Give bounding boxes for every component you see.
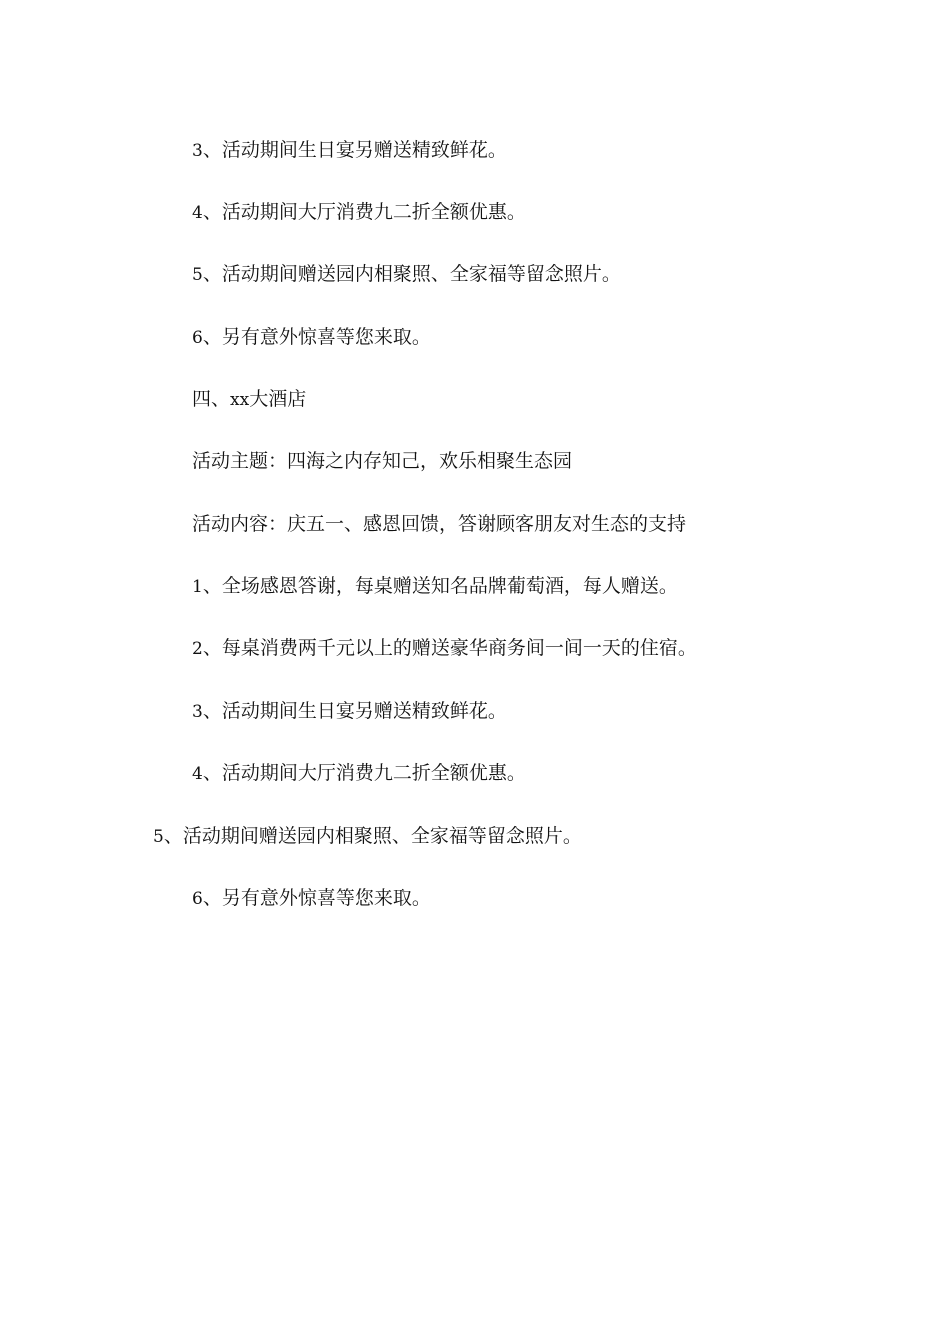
activity-content (192, 512, 686, 536)
list-item (192, 138, 507, 163)
item-text: 、活动期间生日宴另赠送精致鲜花。 (202, 700, 507, 722)
section-heading (192, 387, 306, 412)
list-item (153, 824, 582, 849)
heading-name-placeholder: xx (230, 390, 250, 410)
list-item (192, 699, 507, 724)
list-item (192, 636, 697, 661)
list-item (192, 761, 526, 786)
item-text: 、活动期间赠送园内相聚照、全家福等留念照片。 (202, 263, 621, 285)
item-number: 6 (192, 328, 203, 348)
item-text: 、活动期间赠送园内相聚照、全家福等留念照片。 (163, 825, 582, 847)
item-number: 1 (192, 577, 203, 597)
item-text: 、另有意外惊喜等您来取。 (202, 326, 431, 348)
activity-theme (192, 449, 572, 473)
item-number: 3 (192, 702, 203, 722)
item-text: 、活动期间大厅消费九二折全额优惠。 (202, 762, 526, 784)
content-text: 活动内容：庆五一、感恩回馈，答谢顾客朋友对生态的支持 (192, 513, 687, 535)
item-number: 5 (153, 827, 164, 847)
item-number: 3 (192, 141, 203, 161)
item-number: 5 (192, 265, 203, 285)
item-number: 4 (192, 203, 203, 223)
heading-text: 大酒店 (249, 388, 307, 410)
item-text: 、另有意外惊喜等您来取。 (202, 887, 431, 909)
list-item (192, 574, 678, 599)
item-text: 、每桌消费两千元以上的赠送豪华商务间一间一天的住宿。 (202, 637, 697, 659)
item-number: 4 (192, 764, 203, 784)
item-number: 2 (192, 639, 203, 659)
item-text: 、活动期间生日宴另赠送精致鲜花。 (202, 139, 507, 161)
list-item (192, 325, 431, 350)
list-item (192, 886, 431, 911)
heading-prefix: 四、 (192, 388, 231, 410)
item-number: 6 (192, 889, 203, 909)
item-text: 、全场感恩答谢，每桌赠送知名品牌葡萄酒，每人赠送。 (202, 575, 678, 597)
list-item (192, 262, 621, 287)
item-text: 、活动期间大厅消费九二折全额优惠。 (202, 201, 526, 223)
theme-text: 活动主题：四海之内存知己，欢乐相聚生态园 (192, 450, 573, 472)
list-item (192, 200, 526, 225)
